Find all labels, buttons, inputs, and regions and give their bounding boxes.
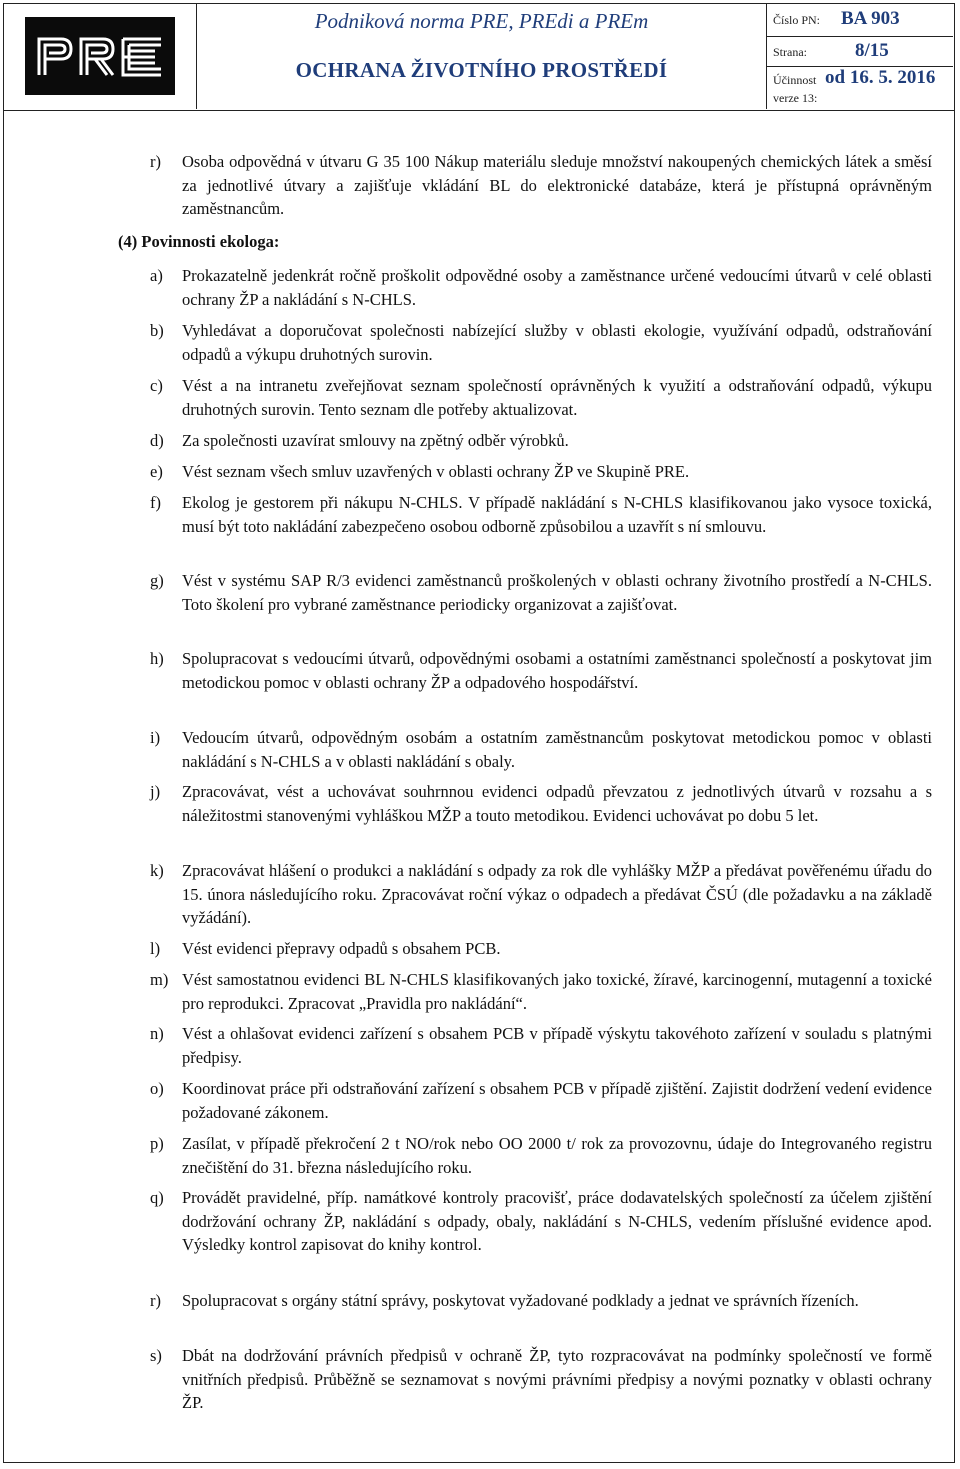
logo-cell (3, 3, 197, 109)
list-marker: f) (150, 493, 161, 512)
list-text: Za společnosti uzavírat smlouvy na zpětný odběr výrobků. (182, 431, 569, 450)
list-marker: e) (150, 462, 163, 481)
document-header (3, 3, 955, 111)
cislo-value: BA 903 (841, 8, 900, 29)
ucinnost-value: od 16. 5. 2016 (825, 67, 936, 88)
list-marker: l) (150, 939, 161, 958)
list-text: Provádět pravidelné, příp. namátkové kontroly pracovišť, práce dodavatelských společností za účelem zjištění dodržování ochrany ŽP, nakládání s odpady, obaly, nakládání s N-CHLS, vedením příslušné evidence apod. Výsledky kontrol zapisovat do knihy kontrol. (182, 1188, 932, 1254)
norm-title: Podniková norma PRE, PREdi a PREm (314, 9, 649, 33)
list-marker: k) (150, 861, 164, 880)
list-text: Vést a na intranetu zveřejňovat seznam společností oprávněných k využití a odstraňování odpadů, výkupu druhotných surovin. Tento seznam dle potřeby aktualizovat. (182, 376, 932, 419)
list-marker: i) (150, 728, 161, 747)
list-text: Vedoucím útvarů, odpovědným osobám a ostatním zaměstnancům poskytovat metodickou pomoc v oblasti nakládání s N-CHLS a v oblasti nakládání s obaly. (182, 728, 932, 771)
list-marker: p) (150, 1134, 164, 1153)
list-text: Zpracovávat, vést a uchovávat souhrnnou evidenci odpadů převzatou z jednotlivých útvarů v rozsahu a s náležitostmi stanovenými vyhláškou MŽP a touto metodikou. Evidenci uchovávat po dobu 5 let. (182, 782, 932, 825)
list-text: Vést samostatnou evidenci BL N-CHLS klasifikovaných jako toxické, žíravé, karcinogenní, mutagenní a toxické pro reprodukci. Zpracovat „Pravidla pro nakládání“. (182, 970, 932, 1013)
list-marker: h) (150, 649, 164, 668)
meta-row-validity (767, 67, 953, 109)
list-marker: b) (150, 321, 164, 340)
list-text: Vést a ohlašovat evidenci zařízení s obsahem PCB v případě výskytu takovéhoto zařízení v souladu s platnými předpisy. (182, 1024, 932, 1067)
meta-cell (767, 3, 953, 109)
strana-label: Strana: (773, 45, 807, 59)
pre-logo (25, 17, 175, 95)
list-marker: o) (150, 1079, 164, 1098)
list-text: Ekolog je gestorem při nákupu N-CHLS. V případě nakládání s N-CHLS klasifikovanou jako vysoce toxická, musí být toto nakládání zabezpečeno osobou odborně způsobilou a uzavřít s ní smlouvu. (182, 493, 932, 536)
list-text: Osoba odpovědná v útvaru G 35 100 Nákup materiálu sleduje množství nakoupených chemických látek a směsí za jednotlivé útvary a zajišťuje vkládání BL do elektronické databáze, která je přístupná oprávněným zaměstnancům. (182, 152, 932, 218)
list-text: Dbát na dodržování právních předpisů v ochraně ŽP, tyto rozpracovávat na podmínky společností ve formě vnitřních předpisů. Průběžně se seznamovat s novými právními předpisy a novými poznatky v oblasti ochrany ŽP. (182, 1346, 932, 1412)
strana-value: 8/15 (855, 40, 889, 61)
list-marker: d) (150, 431, 164, 450)
list-marker: g) (150, 571, 164, 590)
list-text: Koordinovat práce při odstraňování zařízení s obsahem PCB v případě zjištění. Zajistit dodržení vedení evidence požadované zákonem. (182, 1079, 932, 1122)
pre-logo-icon (35, 37, 165, 77)
list-marker: c) (150, 376, 163, 395)
document-title: OCHRANA ŽIVOTNÍHO PROSTŘEDÍ (295, 58, 668, 82)
list-marker: q) (150, 1188, 164, 1207)
list-marker: m) (150, 970, 169, 989)
list-marker: r) (150, 152, 161, 171)
section-heading: (4) Povinnosti ekologa: (118, 232, 280, 251)
list-marker: s) (150, 1346, 162, 1365)
cislo-label: Číslo PN: (773, 13, 821, 27)
list-text: Zpracovávat hlášení o produkci a nakládání s odpady za rok dle vyhlášky MŽP a předávat pověřenému úřadu do 15. února následujícího roku. Zpracovávat roční výkaz o odpadech a předávat ČSÚ (dle požadavku a na základě vyžádání). (182, 861, 932, 927)
verze-label: verze 13: (773, 91, 818, 105)
list-marker: j) (150, 782, 161, 801)
list-marker: n) (150, 1024, 164, 1043)
list-text: Vést seznam všech smluv uzavřených v oblasti ochrany ŽP ve Skupině PRE. (182, 462, 690, 481)
list-marker: a) (150, 266, 163, 285)
title-cell (197, 3, 767, 109)
list-text: Vést v systému SAP R/3 evidenci zaměstnanců proškolených v oblasti ochrany životního prostředí a N-CHLS. Toto školení pro vybrané zaměstnance periodicky organizovat a zajišťovat. (182, 571, 932, 614)
list-text: Zasílat, v případě překročení 2 t NO/rok nebo OO 2000 t/ rok za provozovnu, údaje do Integrovaného registru znečištění do 31. března následujícího roku. (182, 1134, 932, 1177)
list-text: Spolupracovat s orgány státní správy, poskytovat vyžadované podklady a jednat ve správních řízeních. (182, 1291, 859, 1310)
list-text: Spolupracovat s vedoucími útvarů, odpovědnými osobami a ostatními zaměstnanci společností a poskytovat jim metodickou pomoc v oblasti ochrany ŽP a odpadového hospodářství. (182, 649, 932, 692)
list-marker: r) (150, 1291, 161, 1310)
ucinnost-label: Účinnost (773, 73, 817, 87)
meta-row-number (767, 3, 953, 37)
list-text: Vyhledávat a doporučovat společnosti nabízející služby v oblasti ekologie, využívání odpadů, odstraňování odpadů a výkupu druhotných surovin. (182, 321, 932, 364)
meta-row-page (767, 37, 953, 67)
list-text: Prokazatelně jedenkrát ročně proškolit odpovědné osoby a zaměstnance určené vedoucími útvarů v celé oblasti ochrany ŽP a nakládání s N-CHLS. (182, 266, 932, 309)
list-text: Vést evidenci přepravy odpadů s obsahem PCB. (182, 939, 501, 958)
